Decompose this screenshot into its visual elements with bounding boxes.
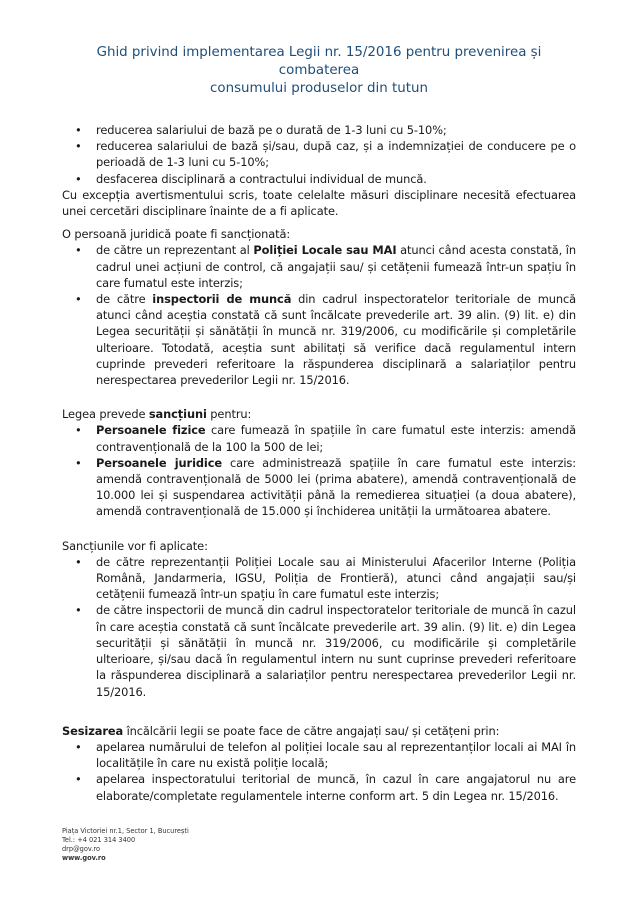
- list-item: • apelarea inspectoratului teritorial de muncă, în cazul în care angajatorul nu are elaborate/completate regulamentele interne conform art. 5 din Legea nr. 15/2016.: [62, 771, 576, 803]
- item-bold: Poliției Locale sau MAI: [253, 243, 397, 258]
- intro-bold: sancțiuni: [148, 407, 207, 422]
- item-bold: Persoanele juridice: [96, 455, 223, 470]
- page-title: [60, 44, 578, 98]
- disciplinary-note: Cu excepția avertismentului scris, toate celelalte măsuri disciplinare necesită efectuarea unei cercetări disciplinare înainte de a fi aplicate.: [62, 187, 576, 219]
- reporting-intro: [62, 723, 576, 739]
- reporting-list: [62, 739, 576, 804]
- page-title-line-2: consumului produselor din tutun: [210, 81, 428, 96]
- list-item: [62, 242, 576, 291]
- list-item: • de către inspectorii de muncă din cadrul inspectoratelor teritoriale de muncă în cazul în care aceștia constată că sunt încălcate prevederile art. 39 alin. (9) lit. e) din Legea securității și sănătății în muncă nr. 319/2006, cu modificările și completările ulterioare, și/sau dacă în regulamentul intern nu sunt cuprinse prevederi referitoare la răspunderea disciplinară a salariaților pentru nerespectarea prevederilor Legii nr. 15/2016.: [62, 602, 576, 699]
- item-text: care administrează spațiile în care fumatul este interzis: amendă contravențională de 5000 lei (prima abatere), amendă contravențională de 10.000 lei și suspendarea activității până la remedierea situației (a doua abatere), amendă contravențională de 15.000 și închiderea unității la următoarea abatere.: [96, 455, 576, 519]
- application-list: [62, 554, 576, 700]
- footer-phone: Tel.: +4 021 314 3400: [62, 836, 136, 844]
- list-item: • reducerea salariului de bază pe o durată de 1-3 luni cu 5-10%;: [62, 122, 576, 138]
- sanctions-intro: [62, 406, 576, 422]
- document-body: [62, 122, 576, 804]
- item-text: de către: [96, 292, 153, 307]
- footer-website-link[interactable]: www.gov.ro: [62, 854, 106, 862]
- intro-text: pentru:: [206, 407, 252, 422]
- footer-address: Piața Victoriei nr.1, Sector 1, București: [62, 827, 189, 835]
- intro-bold: Sesizarea: [62, 723, 124, 738]
- item-text: care fumează în spațiile în care fumatul este interzis: amendă contravențională de la 100 la 500 de lei;: [96, 423, 576, 454]
- legal-entity-intro: O persoană juridică poate fi sancționată:: [62, 227, 291, 242]
- intro-text: Legea prevede: [62, 407, 149, 422]
- item-bold: Persoanele fizice: [96, 423, 206, 438]
- legal-entity-list: [62, 242, 576, 388]
- intro-text: încălcării legii se poate face de către angajați sau/ și cetățeni prin:: [123, 723, 500, 738]
- list-item: • apelarea numărului de telefon al poliției locale sau al reprezentanților locali ai MAI în localitățile în care nu există poliție locală;: [62, 739, 576, 771]
- sanctions-list: [62, 422, 576, 519]
- item-text: din cadrul inspectoratelor teritoriale de muncă atunci când aceștia constată că sunt încălcate prevederile art. 39 alin. (9) lit. e) din Legea securității și sănătății în muncă nr. 319/2006, cu modificările și completările ulterioare. Totodată, aceștia sunt abilitați să verifice dacă regulamentul intern cuprinde prevederi referitoare la răspunderea disciplinară a salariaților pentru nerespectarea prevederilor Legii nr. 15/2016.: [96, 292, 576, 388]
- list-item: [62, 291, 576, 388]
- application-intro: Sancțiunile vor fi aplicate:: [62, 538, 208, 553]
- footer-email[interactable]: drp@gov.ro: [62, 845, 100, 853]
- disciplinary-measures-list: [62, 122, 576, 187]
- list-item: [62, 455, 576, 520]
- list-item: • desfacerea disciplinară a contractului individual de muncă.: [62, 171, 576, 187]
- item-bold: inspectorii de muncă: [152, 292, 292, 307]
- item-text: atunci când acesta constată, în cadrul unei acțiuni de control, că angajații sau/ și cetățenii fumează într-un spațiu în care fumatul este interzis;: [96, 243, 576, 290]
- list-item: • de către reprezentanții Poliției Locale sau ai Ministerului Afacerilor Interne (Poliția Română, Jandarmeria, IGSU, Poliția de Frontieră), atunci când angajații sau/și cetățenii fumează într-un spațiu în care fumatul este interzis;: [62, 554, 576, 603]
- list-item: • reducerea salariului de bază și/sau, după caz, și a indemnizației de conducere pe o perioadă de 1-3 luni cu 5-10%;: [62, 138, 576, 170]
- list-item: [62, 422, 576, 454]
- page-footer: [62, 827, 189, 863]
- item-text: de către un reprezentant al: [96, 243, 254, 258]
- page-title-line-1: Ghid privind implementarea Legii nr. 15/2016 pentru prevenirea și combaterea: [96, 45, 542, 78]
